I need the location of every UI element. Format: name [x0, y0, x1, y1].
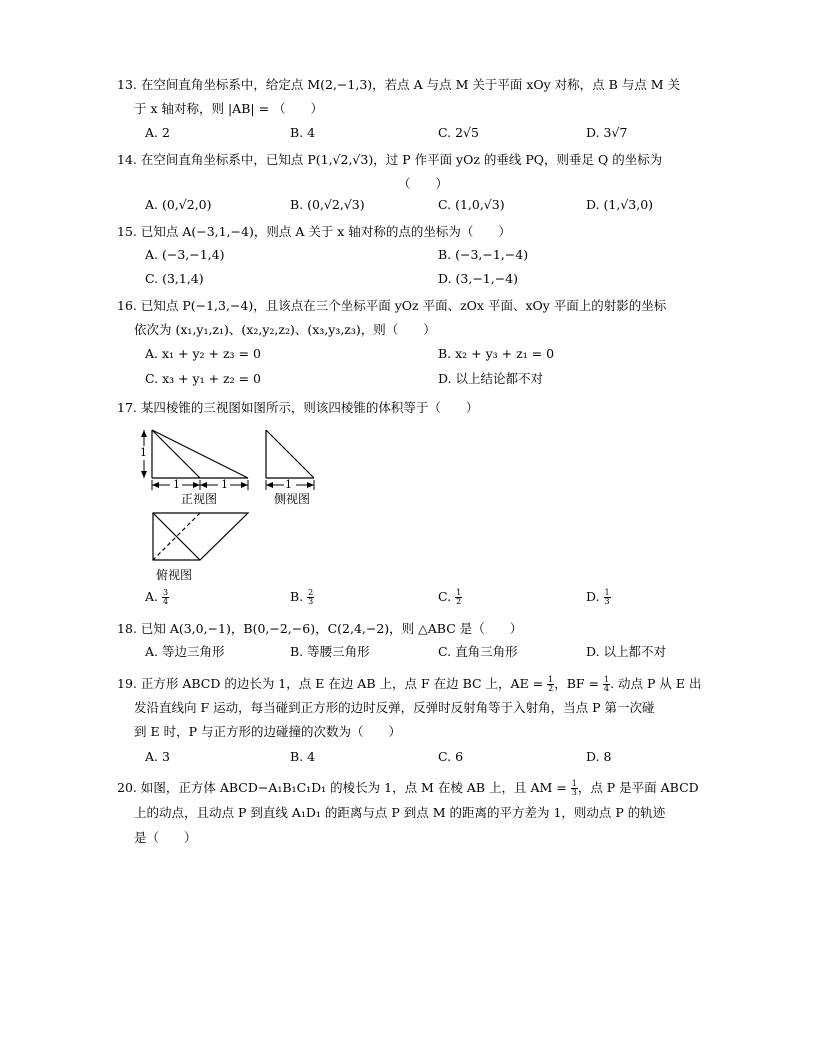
q14-option-c: C. (1,0,√3) [438, 197, 505, 212]
front-view-height-label: 1 [140, 446, 147, 459]
front-view-caption: 正视图 [181, 492, 218, 506]
q15-option-a: A. (−3,−1,4) [145, 247, 225, 262]
q17-option-b [290, 588, 314, 606]
q17-option-d-fraction: $\frac{1}{3}$ [604, 588, 610, 606]
q14-option-b: B. (0,√2,√3) [290, 197, 365, 212]
q19-option-a: A. 3 [145, 749, 170, 764]
q17-option-d-prefix: D. [586, 589, 600, 604]
q19-ae-fraction: $\frac{1}{2}$ [548, 675, 554, 693]
q19-stem-line3: 到 E 时，P 与正方形的边碰撞的次数为（ ） [134, 724, 401, 739]
q13-stem-line2: 于 x 轴对称，则 |AB| = （ ） [134, 101, 324, 116]
top-view-caption: 俯视图 [156, 568, 193, 582]
q19-option-b: B. 4 [290, 749, 316, 764]
q20-stem-line3: 是（ ） [134, 830, 197, 845]
q14-stem-line1: 14. 在空间直角坐标系中，已知点 P(1,√2,√3)，过 P 作平面 yOz 的垂线 PQ，则垂足 Q 的坐标为 [117, 152, 663, 167]
side-view-caption: 侧视图 [274, 492, 311, 506]
q16-option-b: B. x₂ + y₃ + z₁ = 0 [438, 346, 555, 361]
q16-stem-line2: 依次为 (x₁,y₁,z₁)、(x₂,y₂,z₂)、(x₃,y₃,z₃)，则（ ） [134, 322, 436, 337]
q17-option-c-fraction: $\frac{1}{2}$ [456, 588, 462, 606]
q17-option-b-prefix: B. [290, 589, 304, 604]
q15-stem-line1: 15. 已知点 A(−3,1,−4)，则点 A 关于 x 轴对称的点的坐标为（ ） [117, 224, 511, 239]
q13-option-a: A. 2 [145, 125, 170, 140]
q14-option-d: D. (1,√3,0) [586, 197, 654, 212]
front-view-figure [138, 426, 253, 496]
q14-option-a: A. (0,√2,0) [145, 197, 212, 212]
q20-stem-part1: 20. 如图，正方体 ABCD−A₁B₁C₁D₁ 的棱长为 1，点 M 在棱 AB 上，且 AM = [117, 780, 567, 795]
q16-option-d: D. 以上结论都不对 [438, 371, 544, 386]
top-view-figure [150, 511, 252, 563]
q17-stem-line1: 17. 某四棱锥的三视图如图所示，则该四棱锥的体积等于（ ） [117, 400, 479, 415]
q19-stem-line2: 发沿直线向 F 运动，每当碰到正方形的边时反弹，反弹时反射角等于入射角，当点 P 第一次碰 [134, 700, 655, 715]
q17-option-d [586, 588, 611, 606]
q19-option-c: C. 6 [438, 749, 464, 764]
q16-stem-line1: 16. 已知点 P(−1,3,−4)，且该点在三个坐标平面 yOz 平面、zOx 平面、xOy 平面上的射影的坐标 [117, 298, 667, 313]
q18-stem-line1: 18. 已知 A(3,0,−1)，B(0,−2,−6)，C(2,4,−2)，则 △ABC 是（ ） [117, 621, 523, 636]
q19-stem-part1: 19. 正方形 ABCD 的边长为 1，点 E 在边 AB 上，点 F 在边 BC 上，AE = [117, 676, 544, 691]
q17-option-c [438, 588, 462, 606]
q18-option-d: D. 以上都不对 [586, 644, 667, 659]
q19-option-d: D. 8 [586, 749, 612, 764]
q15-option-d: D. (3,−1,−4) [438, 271, 519, 286]
q19-stem-line1 [117, 675, 702, 693]
q19-stem-part3: . 动点 P 从 E 出 [610, 676, 702, 691]
q16-option-a: A. x₁ + y₂ + z₃ = 0 [145, 346, 261, 361]
front-view-width-label-2: 1 [221, 478, 228, 491]
q16-option-c: C. x₃ + y₁ + z₂ = 0 [145, 371, 262, 386]
q13-option-b: B. 4 [290, 125, 316, 140]
q18-option-a: A. 等边三角形 [145, 644, 225, 659]
q15-option-b: B. (−3,−1,−4) [438, 247, 529, 262]
q17-option-a-fraction: $\frac{3}{4}$ [163, 588, 169, 606]
q19-stem-part2: ，BF = [554, 676, 600, 691]
q20-stem-line1 [117, 779, 699, 797]
side-view-width-label: 1 [285, 478, 292, 491]
q20-stem-part2: ，点 P 是平面 ABCD [577, 780, 699, 795]
q17-option-b-fraction: $\frac{2}{3}$ [308, 588, 314, 606]
q20-stem-line2: 上的动点，且动点 P 到直线 A₁D₁ 的距离与点 P 到点 M 的距离的平方差为 1，则动点 P 的轨迹 [134, 805, 666, 820]
q15-option-c: C. (3,1,4) [145, 271, 204, 286]
q13-option-c: C. 2√5 [438, 125, 479, 140]
q18-option-c: C. 直角三角形 [438, 644, 518, 659]
q17-option-c-prefix: C. [438, 589, 452, 604]
q19-bf-fraction: $\frac{1}{4}$ [604, 675, 610, 693]
q17-option-a-prefix: A. [145, 589, 159, 604]
q13-option-d: D. 3√7 [586, 125, 628, 140]
q20-am-fraction: $\frac{1}{3}$ [571, 779, 577, 797]
q13-stem-line1: 13. 在空间直角坐标系中，给定点 M(2,−1,3)，若点 A 与点 M 关于平面 xOy 对称，点 B 与点 M 关 [117, 77, 681, 92]
front-view-width-label-1: 1 [173, 478, 180, 491]
q18-option-b: B. 等腰三角形 [290, 644, 370, 659]
q14-stem-line2: （ ） [398, 176, 449, 191]
q17-option-a [145, 588, 169, 606]
